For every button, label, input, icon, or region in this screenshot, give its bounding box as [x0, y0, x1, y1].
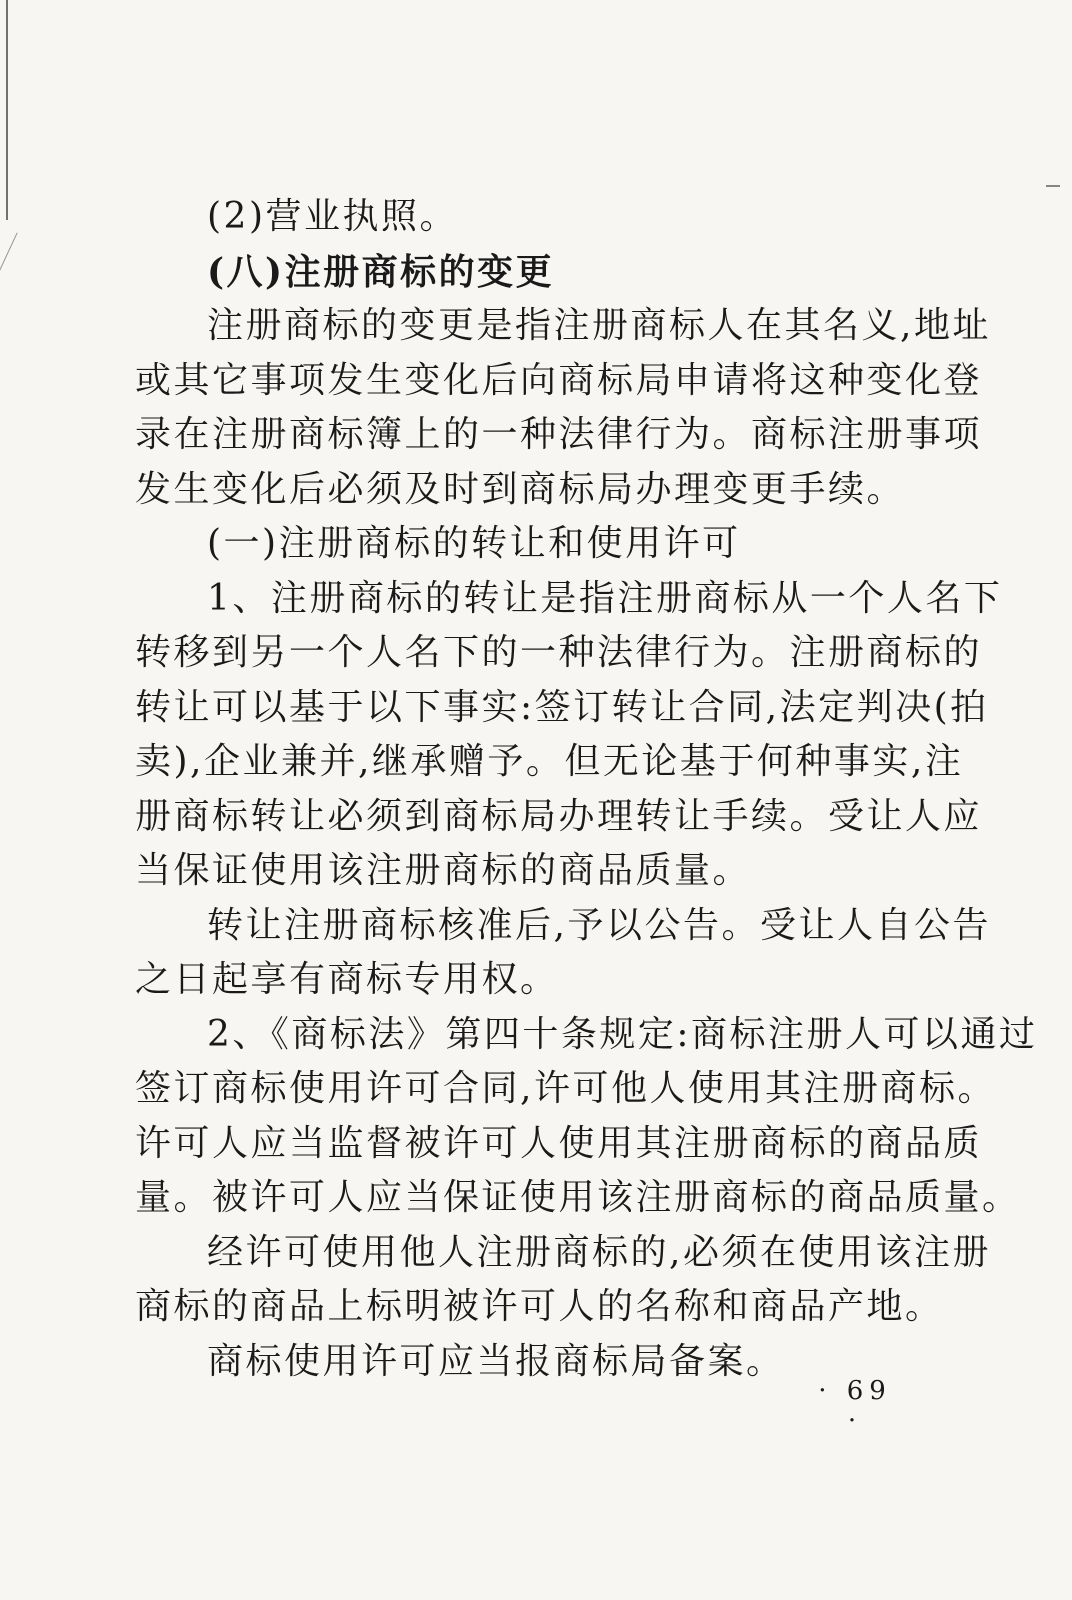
text-line: 1、注册商标的转让是指注册商标从一个人名下	[207, 577, 1003, 619]
text-line: 卖),企业兼并,继承赠予。但无论基于何种事实,注	[135, 741, 964, 782]
text-line: 册商标转让必须到商标局办理转让手续。受让人应	[135, 795, 983, 837]
scan-right-mark	[1046, 185, 1060, 187]
text-line: 2、《商标法》第四十条规定:商标注册人可以通过	[207, 1013, 1038, 1055]
scan-edge-mark	[0, 233, 18, 288]
text-line: 转移到另一个人名下的一种法律行为。注册商标的	[135, 632, 983, 673]
scan-edge-line	[6, 0, 8, 220]
text-line: 量。被许可人应当保证使用该注册商标的商品质量。	[135, 1177, 1021, 1218]
text-line: 经许可使用他人注册商标的,必须在使用该注册	[207, 1231, 991, 1273]
section-heading: (八)注册商标的变更	[207, 250, 555, 293]
text-line: 转让可以基于以下事实:签订转让合同,法定判决(拍	[135, 686, 989, 728]
text-line: 注册商标的变更是指注册商标人在其名义,地址	[207, 305, 991, 346]
text-line: 许可人应当监督被许可人使用其注册商标的商品质	[135, 1122, 983, 1164]
text-line: 录在注册商标簿上的一种法律行为。商标注册事项	[135, 414, 983, 455]
page-number: · 69 ·	[818, 1376, 892, 1436]
text-line: 发生变化后必须及时到商标局办理变更手续。	[135, 468, 906, 510]
text-line: 当保证使用该注册商标的商品质量。	[135, 850, 752, 891]
text-line: 或其它事项发生变化后向商标局申请将这种变化登	[135, 359, 983, 401]
text-line: 转让注册商标核准后,予以公告。受让人自公告	[207, 904, 991, 946]
text-line: 商标使用许可应当报商标局备案。	[207, 1340, 785, 1382]
text-line: 签订商标使用许可合同,许可他人使用其注册商标。	[135, 1068, 996, 1109]
text-line: 商标的商品上标明被许可人的名称和商品产地。	[135, 1286, 944, 1327]
text-line: (2)营业执照。	[207, 196, 458, 237]
body-text	[135, 190, 1038, 1389]
text-line: 之日起享有商标专用权。	[135, 959, 559, 1000]
subsection-heading: (一)注册商标的转让和使用许可	[207, 523, 741, 564]
